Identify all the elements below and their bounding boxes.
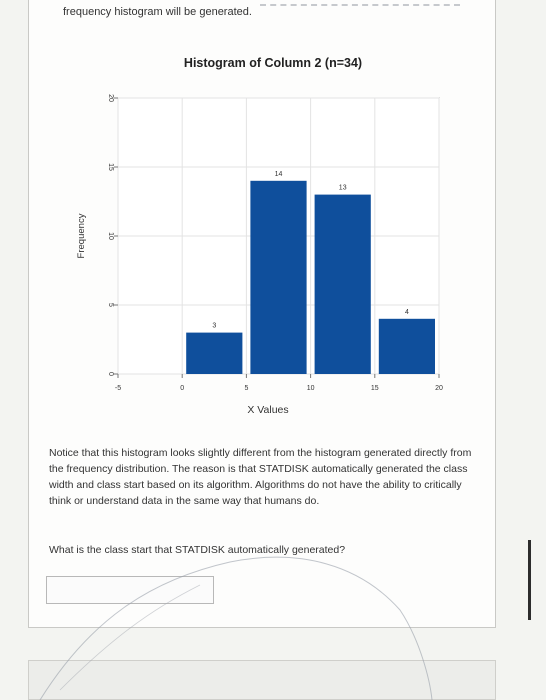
histogram-bar <box>250 181 306 374</box>
x-tick-label: 5 <box>244 385 249 392</box>
chart-title: Histogram of Column 2 (n=34) <box>183 56 363 70</box>
bar-data-label: 4 <box>404 308 409 316</box>
x-tick-label: 20 <box>435 385 443 392</box>
histogram-bar <box>186 333 242 374</box>
x-tick-label: 15 <box>370 385 379 392</box>
y-tick-label: 20 <box>107 94 114 102</box>
y-tick-label: 5 <box>107 303 114 307</box>
intro-text: frequency histogram will be generated. <box>63 6 252 18</box>
bar-data-label: 13 <box>338 184 347 192</box>
explanation-paragraph: Notice that this histogram looks slightly different from the histogram generated directly from the frequency distribution. The reason is that STATDISK automatically generated the class width and class start based on its algorithm. Algorithms do not have the ability to critically think or understand data in the same way that humans do. <box>49 447 472 507</box>
bar-data-label: 14 <box>274 170 283 178</box>
bar-data-label: 3 <box>212 322 217 330</box>
next-panel <box>28 660 496 700</box>
y-tick-label: 10 <box>107 232 114 240</box>
histogram-bar <box>315 195 371 374</box>
y-tick-label: 15 <box>107 163 114 171</box>
y-axis-label: Frequency <box>76 213 87 259</box>
x-axis-label: X Values <box>247 404 289 416</box>
x-tick-label: -5 <box>114 385 122 392</box>
question-text: What is the class start that STATDISK automatically generated? <box>49 544 346 556</box>
scrollbar[interactable] <box>528 540 531 620</box>
y-tick-label: 0 <box>107 372 114 376</box>
x-tick-label: 10 <box>306 385 315 392</box>
answer-input[interactable] <box>46 576 214 604</box>
x-tick-label: 0 <box>180 385 185 392</box>
histogram-bar <box>379 319 435 374</box>
